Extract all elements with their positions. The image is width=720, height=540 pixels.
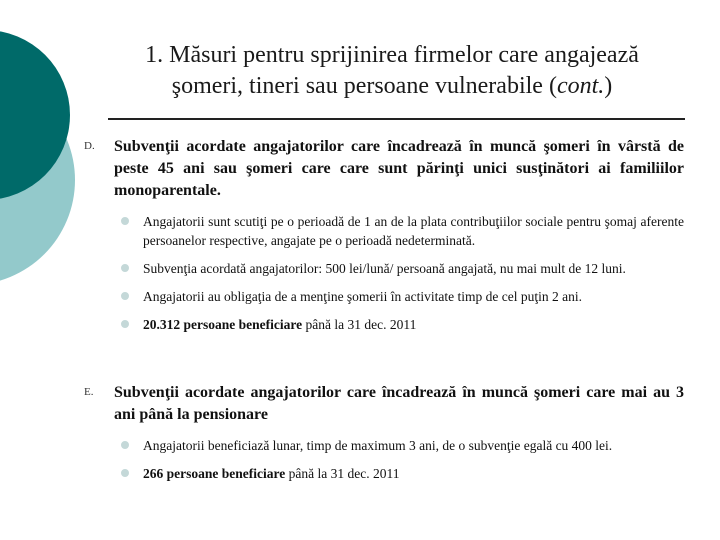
bullet-icon xyxy=(121,292,129,300)
bullet-icon xyxy=(121,441,129,449)
section-heading: Subvenţii acordate angajatorilor care încadrează în muncă şomeri care mai au 3 ani până la pensionare xyxy=(114,384,684,423)
bullet-text: Angajatorii sunt scutiţi pe o perioadă de 1 an de la plata contribuţiilor sociale pentru şomaj aferente persoanelor respective, angajate pe o perioadă nedeterminată. xyxy=(143,214,684,248)
bullet-icon xyxy=(121,217,129,225)
title-italic: cont. xyxy=(556,73,605,99)
bullet-icon xyxy=(121,469,129,477)
bullet-icon xyxy=(121,320,129,328)
bullet-bold: 266 persoane beneficiare xyxy=(143,466,286,481)
bullet-bold: 20.312 persoane beneficiare xyxy=(143,317,303,332)
title-line-1: 1. Măsuri pentru sprijinirea firmelor care angajează xyxy=(145,42,639,68)
title-line-2-end: ) xyxy=(604,73,613,99)
bullet-text: până la 31 dec. 2011 xyxy=(302,317,417,332)
slide-title xyxy=(72,40,712,102)
title-line-2 xyxy=(72,71,712,102)
section-d xyxy=(84,136,684,343)
title-divider xyxy=(108,118,685,120)
section-e xyxy=(84,382,684,492)
bullet-text: până la 31 dec. 2011 xyxy=(285,466,400,481)
bullet-text: Angajatorii au obligaţia de a menţine şomerii în activitate timp de cel puţin 2 ani. xyxy=(143,289,582,304)
bullet-list xyxy=(114,436,684,483)
bullet-item xyxy=(114,287,684,306)
bullet-item xyxy=(114,315,684,334)
section-letter: D. xyxy=(84,140,95,152)
bullet-item xyxy=(114,212,684,250)
bullet-item xyxy=(114,259,684,278)
title-line-2-text: şomeri, tineri sau persoane vulnerabile ( xyxy=(171,73,557,99)
bullet-item xyxy=(114,464,684,483)
bullet-item xyxy=(114,436,684,455)
bullet-text: Subvenţia acordată angajatorilor: 500 lei/lună/ persoană angajată, nu mai mult de 12 luni. xyxy=(143,261,626,276)
bullet-text: Angajatorii beneficiază lunar, timp de maximum 3 ani, de o subvenţie egală cu 400 lei. xyxy=(143,438,613,453)
section-letter: E. xyxy=(84,386,94,398)
bullet-icon xyxy=(121,264,129,272)
bullet-list xyxy=(114,212,684,334)
section-heading: Subvenţii acordate angajatorilor care încadrează în muncă şomeri în vârstă de peste 45 ani sau şomeri care care sunt părinţi unici susţinători ai familiilor monoparentale. xyxy=(114,138,684,199)
